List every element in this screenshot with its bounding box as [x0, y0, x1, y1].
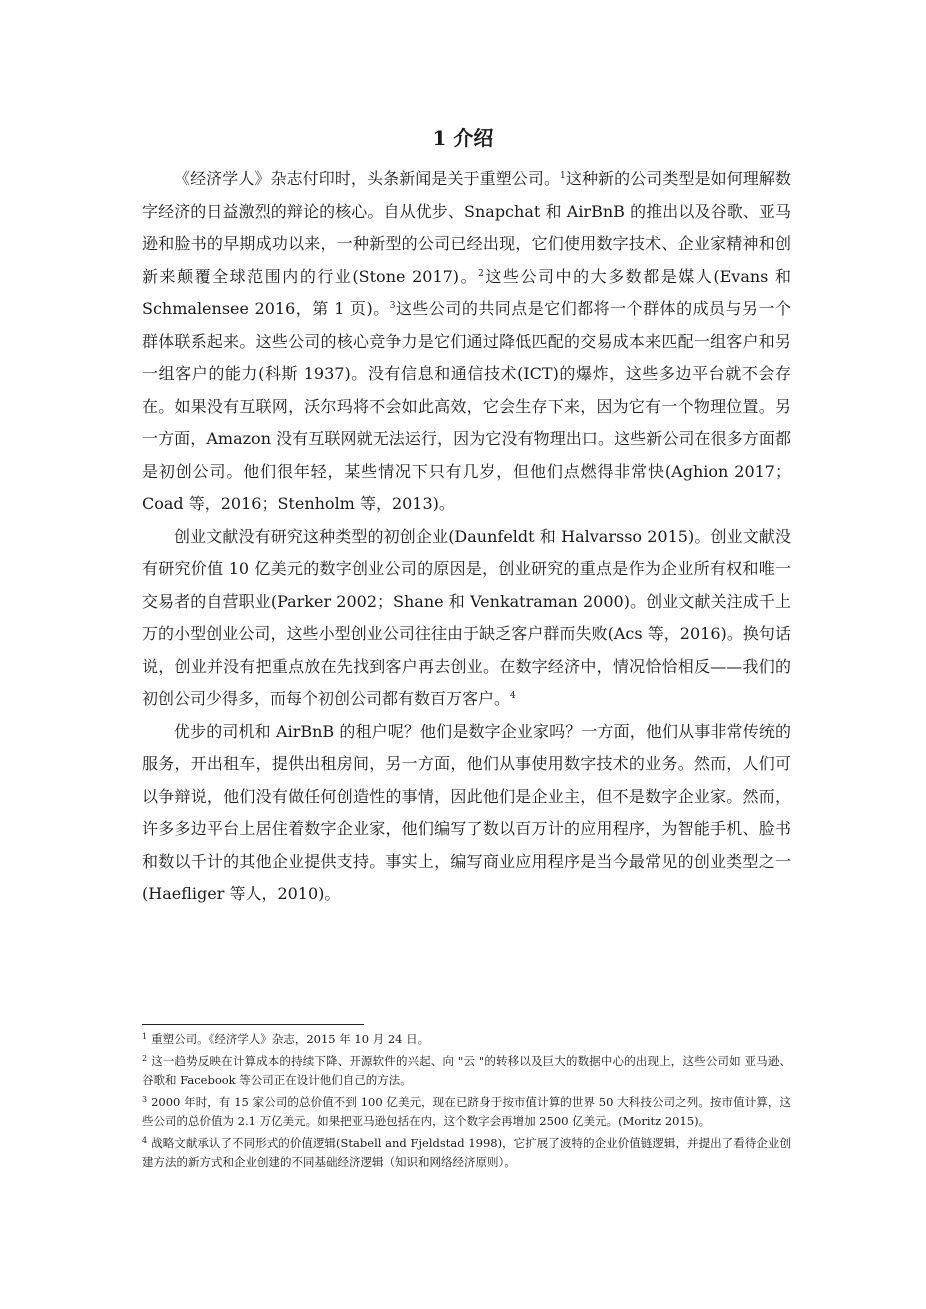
body-text	[142, 163, 791, 911]
body-paragraph	[142, 521, 791, 716]
paragraph-text: 这种新的公司类型是如何理解数字经济的日益激烈的辩论的核心。自从优步、Snapchat 和 AirBnB 的推出以及谷歌、亚马逊和脸书的早期成功以来，一种新型的公司已经出现，它们使用数字技术、企业家精神和创新来颠覆全球范围内的行业(Stone 2017)。	[142, 169, 791, 286]
footnote-text: 这一趋势反映在计算成本的持续下降、开源软件的兴起、向 "云 "的转移以及巨大的数据中心的出现上，这些公司如 亚马逊、谷歌和 Facebook 等公司正在设计他们自己的方法。	[142, 1054, 791, 1087]
footnote-text: 战略文献承认了不同形式的价值逻辑(Stabell and Fjeldstad 1998)，它扩展了波特的企业价值链逻辑，并提出了看待企业创建方法的新方式和企业创建的不同基础经济逻辑（知识和网络经济原则）。	[142, 1136, 791, 1169]
paragraph-text: 优步的司机和 AirBnB 的租户呢？他们是数字企业家吗？一方面，他们从事非常传统的服务，开出租车，提供出租房间，另一方面，他们从事使用数字技术的业务。然而，人们可以争辩说，他们没有做任何创造性的事情，因此他们是企业主，但不是数字企业家。然而，许多多边平台上居住着数字企业家，他们编写了数以百万计的应用程序，为智能手机、脸书和数以千计的其他企业提供支持。事实上，编写商业应用程序是当今最常见的创业类型之一(Haefliger 等人，2010)。	[142, 721, 791, 903]
section-heading: 1 介绍	[432, 126, 494, 150]
body-paragraph	[142, 163, 791, 521]
footnote-number: 1	[142, 1032, 148, 1041]
footnote	[142, 1134, 791, 1172]
footnote-number: 3	[142, 1095, 148, 1104]
footnote-divider	[142, 1024, 364, 1025]
footnote-ref: 4	[510, 691, 516, 701]
paragraph-text: 这些公司的共同点是它们都将一个群体的成员与另一个群体联系起来。这些公司的核心竞争力是它们通过降低匹配的交易成本来匹配一组客户和另一组客户的能力(科斯 1937)。没有信息和通信技术(ICT)的爆炸，这些多边平台就不会存在。如果没有互联网，沃尔玛将不会如此高效，它会生存下来，因为它有一个物理位置。另一方面，Amazon 没有互联网就无法运行，因为它没有物理出口。这些新公司在很多方面都是初创公司。他们很年轻，某些情况下只有几岁，但他们点燃得非常快(Aghion 2017；Coad 等，2016；Stenholm 等，2013)。	[142, 299, 791, 513]
footnote-number: 2	[142, 1054, 148, 1063]
footnote	[142, 1093, 791, 1131]
footnotes	[142, 1030, 791, 1175]
footnote	[142, 1052, 791, 1090]
footnote-ref: 1	[560, 171, 566, 181]
footnote-ref: 3	[389, 301, 396, 311]
footnote-text: 重塑公司。《经济学人》杂志，2015 年 10 月 24 日。	[151, 1032, 430, 1046]
body-paragraph	[142, 716, 791, 911]
paragraph-text: 这些公司中的大多数都是媒人(Evans 和 Schmalensee 2016，第 1 页)。	[142, 266, 791, 318]
footnote-text: 2000 年时，有 15 家公司的总价值不到 100 亿美元，现在已跻身于按市值计算的世界 50 大科技公司之列。按市值计算，这些公司的总价值为 2.1 万亿美元。如果把亚马逊包括在内，这个数字会再增加 2500 亿美元。(Moritz 2015)。	[142, 1095, 791, 1128]
footnote	[142, 1030, 791, 1049]
paragraph-text: 创业文献没有研究这种类型的初创企业(Daunfeldt 和 Halvarsso 2015)。创业文献没有研究价值 10 亿美元的数字创业公司的原因是，创业研究的重点是作为企业所有权和唯一交易者的自营职业(Parker 2002；Shane 和 Venkatraman 2000)。创业文献关注成千上万的小型创业公司，这些小型创业公司往往由于缺乏客户群而失败(Acs 等，2016)。换句话说，创业并没有把重点放在先找到客户再去创业。在数字经济中，情况恰恰相反——我们的初创公司少得多，而每个初创公司都有数百万客户。	[142, 526, 791, 708]
footnote-number: 4	[142, 1136, 148, 1145]
paragraph-text: 《经济学人》杂志付印时，头条新闻是关于重塑公司。	[174, 169, 561, 188]
footnote-ref: 2	[478, 268, 484, 279]
